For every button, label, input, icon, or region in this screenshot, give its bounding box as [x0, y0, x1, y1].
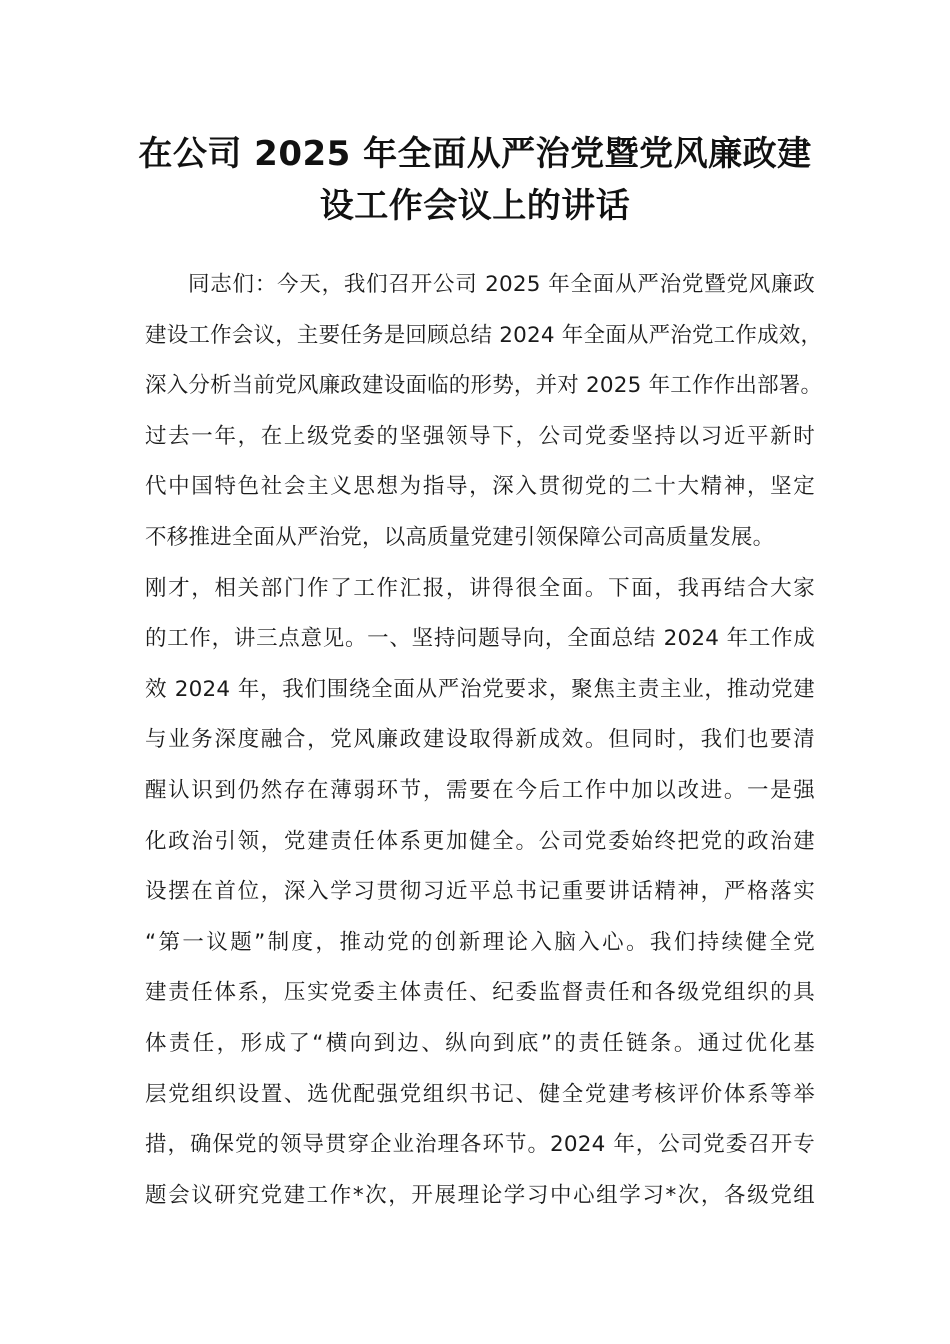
body-line: 与业务深度融合，党风廉政建设取得新成效。但同时，我们也要清: [145, 727, 815, 753]
body-line: 效 2024 年，我们围绕全面从严治党要求，聚焦主责主业，推动党建: [145, 676, 815, 702]
body-line: 层党组织设置、选优配强党组织书记、健全党建考核评价体系等举: [145, 1081, 815, 1107]
title-line-2: 设工作会议上的讲话: [319, 186, 631, 226]
body-line: 题会议研究党建工作*次，开展理论学习中心组学习*次，各级党组: [145, 1182, 815, 1208]
body-line: 过去一年，在上级党委的坚强领导下，公司党委坚持以习近平新时: [145, 423, 815, 449]
body-line: 不移推进全面从严治党，以高质量党建引领保障公司高质量发展。: [145, 524, 775, 550]
body-line: 化政治引领，党建责任体系更加健全。公司党委始终把党的政治建: [145, 828, 815, 854]
title-line-1: 在公司 2025 年全面从严治党暨党风廉政建: [138, 134, 812, 174]
body-line: 的工作，讲三点意见。一、坚持问题导向，全面总结 2024 年工作成: [145, 626, 815, 652]
document-title: [130, 128, 820, 232]
body-line: 设摆在首位，深入学习贯彻习近平总书记重要讲话精神，严格落实: [145, 879, 815, 905]
body-line: 措，确保党的领导贯穿企业治理各环节。2024 年，公司党委召开专: [145, 1132, 815, 1158]
body-line: 建责任体系，压实党委主体责任、纪委监督责任和各级党组织的具: [145, 980, 815, 1006]
body-line: 建设工作会议，主要任务是回顾总结 2024 年全面从严治党工作成效，: [145, 322, 823, 348]
body-line: 同志们：今天，我们召开公司 2025 年全面从严治党暨党风廉政: [188, 272, 815, 297]
body-line: 刚才，相关部门作了工作汇报，讲得很全面。下面，我再结合大家: [145, 575, 815, 601]
body-line: 代中国特色社会主义思想为指导，深入贯彻党的二十大精神，坚定: [145, 474, 815, 500]
body-line: 体责任，形成了“横向到边、纵向到底”的责任链条。通过优化基: [145, 1030, 815, 1056]
document-body: [145, 260, 823, 1221]
body-line: 醒认识到仍然存在薄弱环节，需要在今后工作中加以改进。一是强: [145, 777, 815, 803]
body-line: 深入分析当前党风廉政建设面临的形势，并对 2025 年工作作出部署。: [145, 373, 823, 399]
body-line: “第一议题”制度，推动党的创新理论入脑入心。我们持续健全党: [145, 929, 815, 955]
